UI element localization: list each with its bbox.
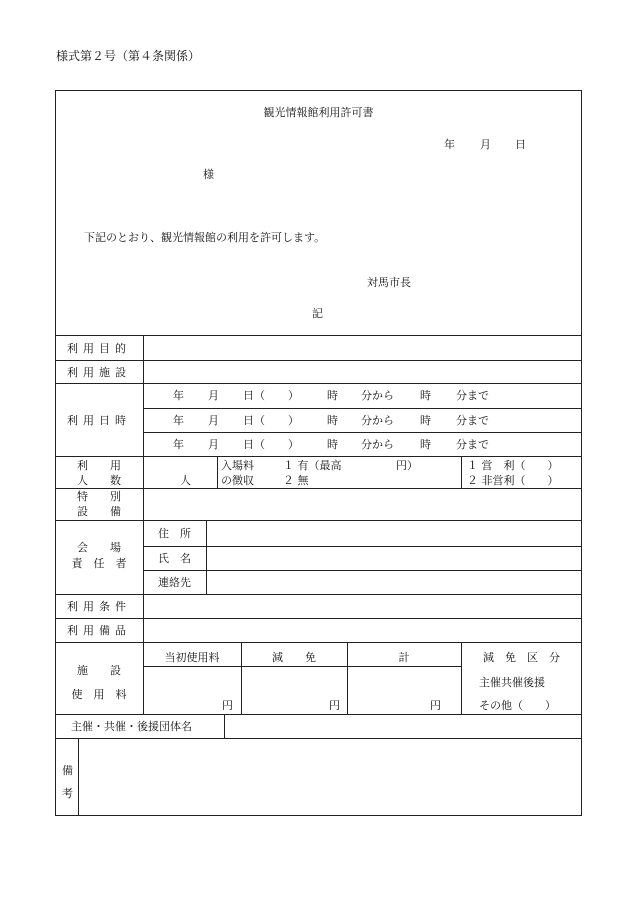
dt3-day: 日（ [243, 438, 265, 451]
issuer: 対馬市長 [367, 276, 411, 289]
dt3-until: 分まで [456, 438, 489, 451]
venue-manager-label-2: 責 任 者 [71, 557, 127, 570]
fee-section-label-1: 施 設 [77, 664, 121, 677]
dt1-month: 月 [208, 389, 219, 402]
exemption-header: 減 免 [272, 651, 316, 664]
dt1-day: 日（ [243, 389, 265, 402]
dt1-hour: 時 [327, 389, 338, 402]
date-day-label: 日 [515, 138, 526, 151]
reduction-option-1: 主催共催後援 [479, 676, 545, 689]
name-label: 氏 名 [158, 552, 191, 565]
people-label-1: 利 用 [77, 459, 121, 472]
profit-option-1: １ 営 利（ ） [467, 459, 559, 472]
equipment-label: 利用備品 [67, 624, 131, 637]
facility-label: 利用施設 [67, 366, 131, 379]
dt1-from: 分から [361, 389, 394, 402]
dt2-hour2: 時 [420, 414, 431, 427]
fee-label-2: の徴収 [221, 474, 254, 487]
address-label: 住 所 [158, 527, 191, 540]
fee-option-1: １ 有（最高 [283, 459, 342, 472]
ki-label: 記 [312, 307, 323, 320]
people-label-2: 人 数 [77, 474, 121, 487]
dt3-paren: ） [288, 438, 299, 451]
profit-option-2: ２ 非営利（ ） [467, 474, 559, 487]
dt2-month: 月 [208, 414, 219, 427]
dt2-hour: 時 [327, 414, 338, 427]
dt1-until: 分まで [456, 389, 489, 402]
dt2-day: 日（ [243, 414, 265, 427]
special-label-1: 特 別 [77, 490, 121, 503]
body-text: 下記のとおり、観光情報館の利用を許可します。 [84, 231, 326, 244]
fee-option-2: ２ 無 [283, 474, 309, 487]
dt3-from: 分から [361, 438, 394, 451]
dt3-year: 年 [173, 438, 184, 451]
dt2-year: 年 [173, 414, 184, 427]
initial-fee-header: 当初使用料 [164, 651, 220, 664]
contact-label: 連絡先 [158, 576, 191, 589]
reduction-option-2: その他（ ） [479, 699, 556, 712]
dt3-hour: 時 [327, 438, 338, 451]
dt1-paren: ） [288, 389, 299, 402]
conditions-label: 利用条件 [67, 600, 131, 613]
remarks-label-1: 備 [62, 764, 73, 777]
dt1-year: 年 [173, 389, 184, 402]
venue-manager-label-1: 会 場 [77, 541, 121, 554]
dt1-hour2: 時 [420, 389, 431, 402]
fee-option-1-unit: 円） [396, 459, 418, 472]
datetime-label: 利用日時 [67, 414, 131, 427]
dt2-until: 分まで [456, 414, 489, 427]
form-title: 観光情報館利用許可書 [263, 106, 374, 119]
addressee-suffix: 様 [203, 168, 214, 181]
reduction-category-header: 減 免 区 分 [483, 651, 560, 664]
people-unit: 人 [180, 474, 191, 487]
date-year-label: 年 [444, 138, 455, 151]
remarks-label-2: 考 [62, 787, 73, 800]
organizer-label: 主催・共催・後援団体名 [71, 720, 192, 733]
dt2-from: 分から [361, 414, 394, 427]
form-number: 様式第２号（第４条関係） [56, 49, 201, 63]
initial-fee-yen: 円 [222, 699, 233, 712]
date-month-label: 月 [480, 138, 491, 151]
fee-label-1: 入場料 [221, 459, 254, 472]
dt3-hour2: 時 [420, 438, 431, 451]
total-header: 計 [398, 651, 410, 664]
total-yen: 円 [430, 699, 441, 712]
exemption-yen: 円 [329, 699, 340, 712]
dt2-paren: ） [288, 414, 299, 427]
fee-section-label-2: 使 用 料 [71, 688, 127, 701]
dt3-month: 月 [208, 438, 219, 451]
special-label-2: 設 備 [77, 505, 121, 518]
purpose-label: 利用目的 [67, 342, 131, 355]
